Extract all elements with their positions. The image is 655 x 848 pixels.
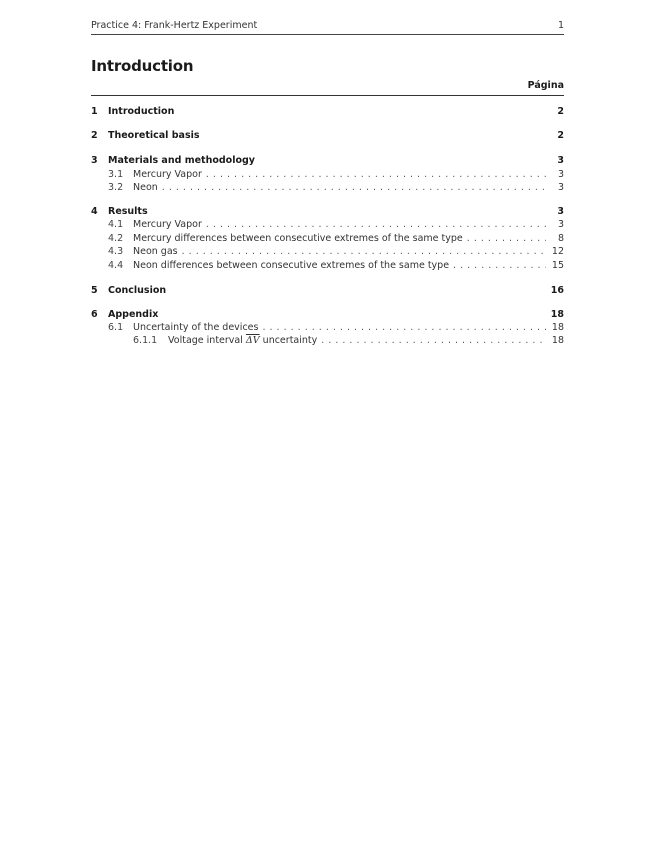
toc-entry-number: 4.1 bbox=[108, 219, 124, 230]
toc-entry-neon-gas[interactable] bbox=[91, 246, 564, 259]
toc-entry-introduction[interactable] bbox=[91, 106, 564, 119]
toc-entry-title: Neon gas bbox=[133, 246, 178, 257]
toc-entry-title: Results bbox=[108, 206, 148, 217]
toc-entry-page: 2 bbox=[557, 106, 564, 117]
toc-entry-page: 8 bbox=[557, 233, 564, 244]
toc-entry-title: Mercury Vapor bbox=[133, 169, 202, 180]
toc-heading: Introduction bbox=[91, 57, 194, 75]
toc-entry-mercury-differences[interactable] bbox=[91, 233, 564, 246]
toc-entry-number: 4.3 bbox=[108, 246, 124, 257]
toc-entry-number: 4.4 bbox=[108, 260, 124, 271]
toc-entry-number: 3.2 bbox=[108, 182, 124, 193]
toc-entry-page: 3 bbox=[557, 155, 564, 166]
page-number: 1 bbox=[557, 20, 564, 31]
dot-leader bbox=[206, 219, 546, 230]
toc-entry-title: Mercury differences between consecutive extremes of the same type bbox=[133, 233, 463, 244]
toc-entry-page: 3 bbox=[557, 206, 564, 217]
toc-entry-appendix[interactable] bbox=[91, 309, 564, 322]
toc-entry-uncertainty-devices[interactable] bbox=[91, 322, 564, 335]
toc-entry-mercury-vapor-results[interactable] bbox=[91, 219, 564, 232]
toc-entry-voltage-interval-uncertainty[interactable] bbox=[91, 335, 564, 348]
toc-entry-page: 16 bbox=[550, 285, 564, 296]
toc-entry-title: Conclusion bbox=[108, 285, 167, 296]
dot-leader bbox=[162, 182, 546, 193]
toc-entry-number: 6.1 bbox=[108, 322, 124, 333]
toc-entry-page: 3 bbox=[557, 182, 564, 193]
toc-entry-page: 3 bbox=[557, 169, 564, 180]
toc-entry-page: 12 bbox=[551, 246, 564, 257]
toc-rule bbox=[91, 95, 564, 96]
toc-entry-number: 3 bbox=[91, 155, 98, 166]
toc-entry-title: Introduction bbox=[108, 106, 175, 117]
toc-entry-number: 4 bbox=[91, 206, 98, 217]
dot-leader bbox=[321, 335, 546, 346]
toc-entry-neon-methods[interactable] bbox=[91, 182, 564, 195]
toc-entry-page: 2 bbox=[557, 130, 564, 141]
toc-entry-number: 3.1 bbox=[108, 169, 124, 180]
toc-entry-neon-differences[interactable] bbox=[91, 260, 564, 273]
dot-leader bbox=[453, 260, 546, 271]
dot-leader bbox=[206, 169, 546, 180]
toc-entry-number: 4.2 bbox=[108, 233, 124, 244]
toc-entry-title: Neon bbox=[133, 182, 158, 193]
toc-entry-title: Mercury Vapor bbox=[133, 219, 202, 230]
toc-entry-title: Uncertainty of the devices bbox=[133, 322, 259, 333]
running-title: Practice 4: Frank-Hertz Experiment bbox=[91, 20, 258, 31]
toc-entry-title-text: uncertainty bbox=[262, 335, 318, 346]
toc-entry-number: 2 bbox=[91, 130, 98, 141]
toc-entry-materials-methodology[interactable] bbox=[91, 155, 564, 168]
toc-entry-conclusion[interactable] bbox=[91, 285, 564, 298]
toc-entry-theoretical-basis[interactable] bbox=[91, 130, 564, 143]
toc-entry-title: Theoretical basis bbox=[108, 130, 200, 141]
toc-entry-title: Neon differences between consecutive extremes of the same type bbox=[133, 260, 450, 271]
toc-entry-page: 3 bbox=[557, 219, 564, 230]
dot-leader bbox=[262, 322, 545, 333]
toc-entry-number: 1 bbox=[91, 106, 98, 117]
toc-entry-number: 6.1.1 bbox=[133, 335, 158, 346]
toc-entry-number: 6 bbox=[91, 309, 98, 320]
page-column-label: Página bbox=[527, 80, 564, 91]
dot-leader bbox=[467, 233, 546, 244]
toc-entry-title-text: Voltage interval bbox=[168, 335, 243, 346]
running-header bbox=[91, 20, 564, 35]
toc-entry-page: 18 bbox=[550, 309, 564, 320]
dot-leader bbox=[182, 246, 546, 257]
toc-entry-page: 15 bbox=[551, 260, 564, 271]
delta-v-math: $\overline{\Delta V}$ bbox=[245, 335, 260, 346]
toc-entry-page: 18 bbox=[551, 322, 564, 333]
toc-entry-page: 18 bbox=[551, 335, 564, 346]
toc-entry-title: Appendix bbox=[108, 309, 159, 320]
toc-entry-number: 5 bbox=[91, 285, 98, 296]
toc-entry-mercury-vapor-methods[interactable] bbox=[91, 169, 564, 182]
toc-entry-results[interactable] bbox=[91, 206, 564, 219]
toc-entry-title: Materials and methodology bbox=[108, 155, 255, 166]
toc-entry-title bbox=[168, 335, 317, 346]
